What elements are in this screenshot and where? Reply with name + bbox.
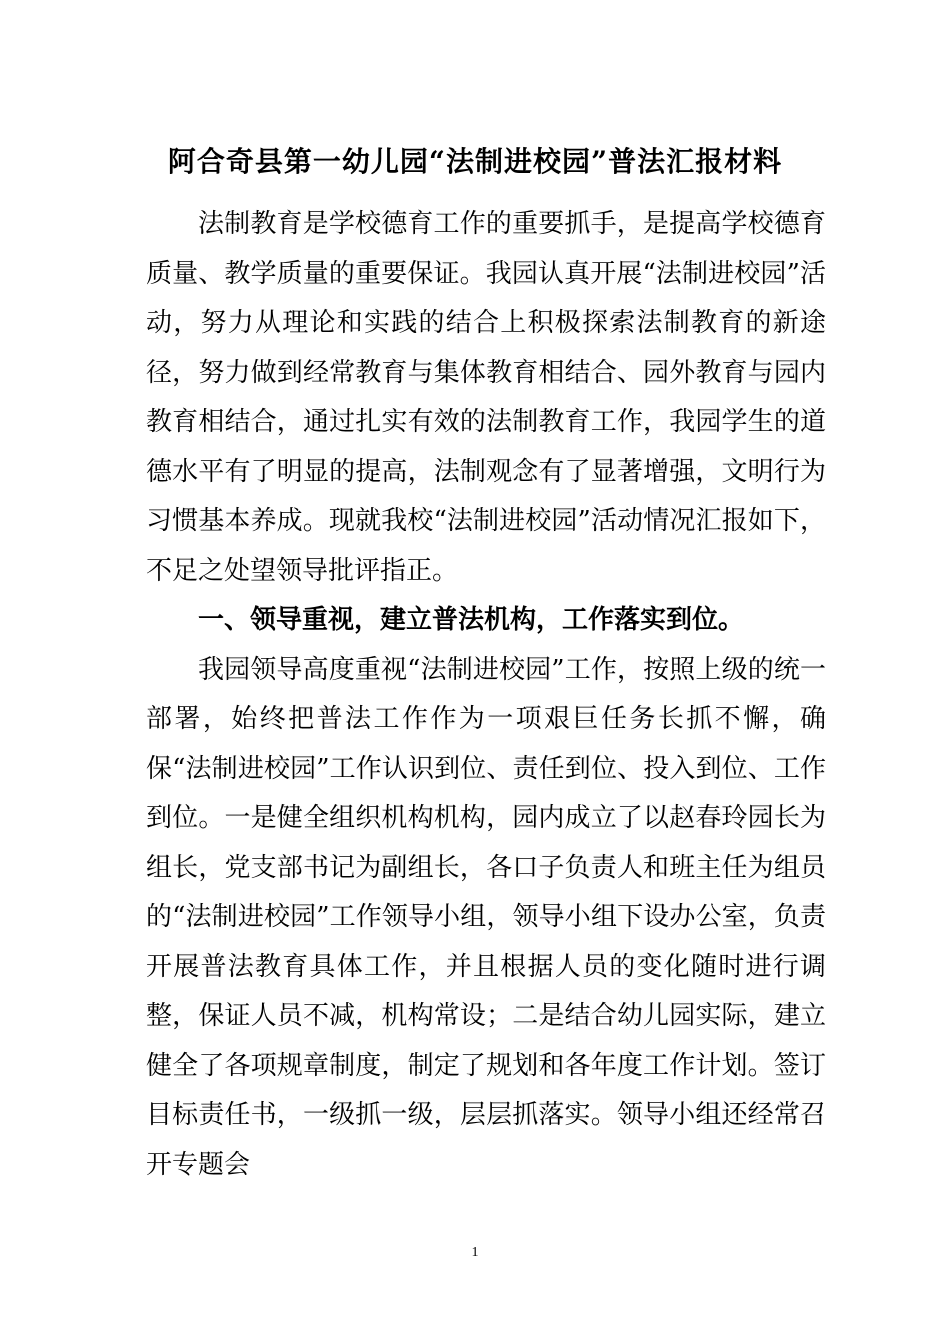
section-paragraph: 我园领导高度重视“法制进校园”工作，按照上级的统一部署，始终把普法工作作为一项艰巨任务长抓不懈，确保“法制进校园”工作认识到位、责任到位、投入到位、工作到位。一是健全组织机构机构，园内成立了以赵春玲园长为组长，党支部书记为副组长，各口子负责人和班主任为组员的“法制进校园”工作领导小组，领导小组下设办公室，负责开展普法教育具体工作，并且根据人员的变化随时进行调整，保证人员不减，机构常设；二是结合幼儿园实际，建立健全了各项规章制度，制定了规划和各年度工作计划。签订目标责任书，一级抓一级，层层抓落实。领导小组还经常召开专题会 xyxy=(146,654,826,1180)
document-title: 阿合奇县第一幼儿园“法制进校园”普法汇报材料 xyxy=(167,145,783,178)
intro-paragraph: 法制教育是学校德育工作的重要抓手，是提高学校德育质量、教学质量的重要保证。我园认真开展“法制进校园”活动，努力从理论和实践的结合上积极探索法制教育的新途径，努力做到经常教育与集体教育相结合、园外教育与园内教育相结合，通过扎实有效的法制教育工作，我园学生的道德水平有了明显的提高，法制观念有了显著增强，文明行为习惯基本养成。现就我校“法制进校园”活动情况汇报如下，不足之处望领导批评指正。 xyxy=(146,209,826,586)
section-heading: 一、领导重视，建立普法机构，工作落实到位。 xyxy=(198,605,745,635)
page-number: 1 xyxy=(471,1245,479,1260)
document-body xyxy=(146,200,826,1190)
